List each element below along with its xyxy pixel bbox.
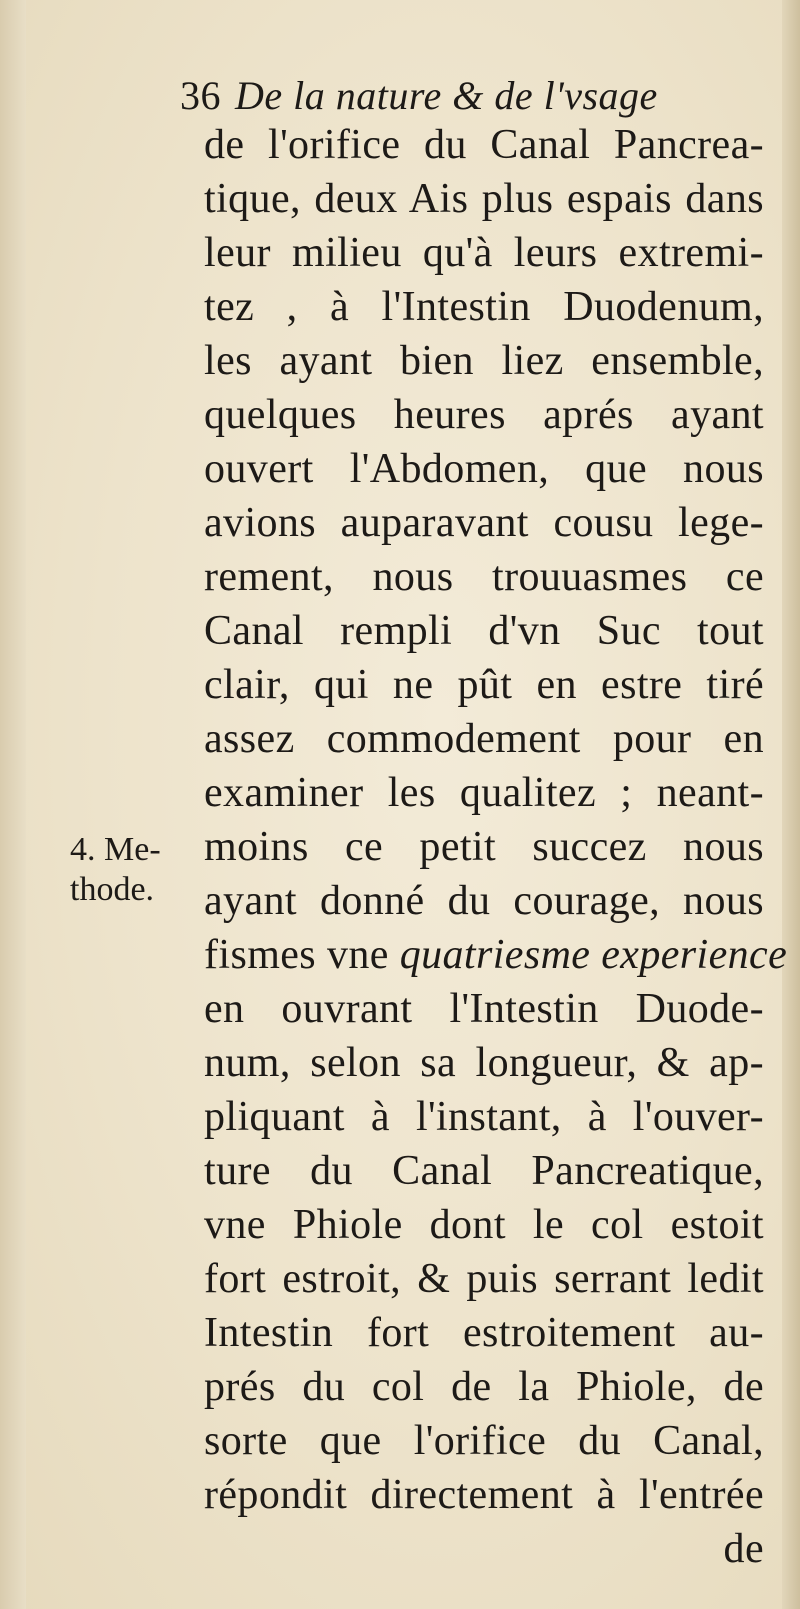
- text-line: sorte que l'orifice du Canal,: [204, 1418, 764, 1464]
- text-line: ayant donné du courage, nous: [204, 878, 764, 924]
- gutter-shadow: [0, 0, 26, 1609]
- text-line: fort estroit, & puis serrant ledit: [204, 1256, 764, 1302]
- text-line: ture du Canal Pancreatique,: [204, 1148, 764, 1194]
- margin-note-line: 4. Me-: [70, 831, 161, 868]
- margin-note-line: thode.: [70, 871, 155, 908]
- text-line: les ayant bien liez ensemble,: [204, 338, 764, 384]
- text-line: en ouvrant l'Intestin Duode-: [204, 986, 764, 1032]
- text-line: de: [723, 1526, 764, 1572]
- margin-note: [70, 830, 161, 910]
- running-title: De la nature & de l'vsage: [235, 73, 658, 118]
- running-head: [180, 72, 658, 119]
- text-line: prés du col de la Phiole, de: [204, 1364, 764, 1410]
- page-edge: [782, 0, 800, 1609]
- text-line: Canal rempli d'vn Suc tout: [204, 608, 764, 654]
- text-line: quelques heures aprés ayant: [204, 392, 764, 438]
- body-text: [204, 118, 788, 1576]
- text-line: avions auparavant cousu lege-: [204, 500, 764, 546]
- text-line: examiner les qualitez ; neant-: [204, 770, 764, 816]
- text-line: Intestin fort estroitement au-: [204, 1310, 764, 1356]
- text-line: num, selon sa longueur, & ap-: [204, 1040, 764, 1086]
- text-line: vne Phiole dont le col estoit: [204, 1202, 764, 1248]
- text-line: pliquant à l'instant, à l'ouver-: [204, 1094, 764, 1140]
- text-line: fismes vne quatriesme experience: [204, 932, 788, 978]
- text-line: rement, nous trouuasmes ce: [204, 554, 764, 600]
- text-line: tez , à l'Intestin Duodenum,: [204, 284, 764, 330]
- text-line: ouvert l'Abdomen, que nous: [204, 446, 764, 492]
- text-line: moins ce petit succez nous: [204, 824, 764, 870]
- text-line: assez commodement pour en: [204, 716, 764, 762]
- text-line: de l'orifice du Canal Pancrea-: [204, 122, 764, 168]
- text-line: répondit directement à l'entrée: [204, 1472, 764, 1518]
- text-line: leur milieu qu'à leurs extremi-: [204, 230, 764, 276]
- page-number: 36: [180, 73, 221, 118]
- text-line: clair, qui ne pût en estre tiré: [204, 662, 764, 708]
- text-line: tique, deux Ais plus espais dans: [204, 176, 764, 222]
